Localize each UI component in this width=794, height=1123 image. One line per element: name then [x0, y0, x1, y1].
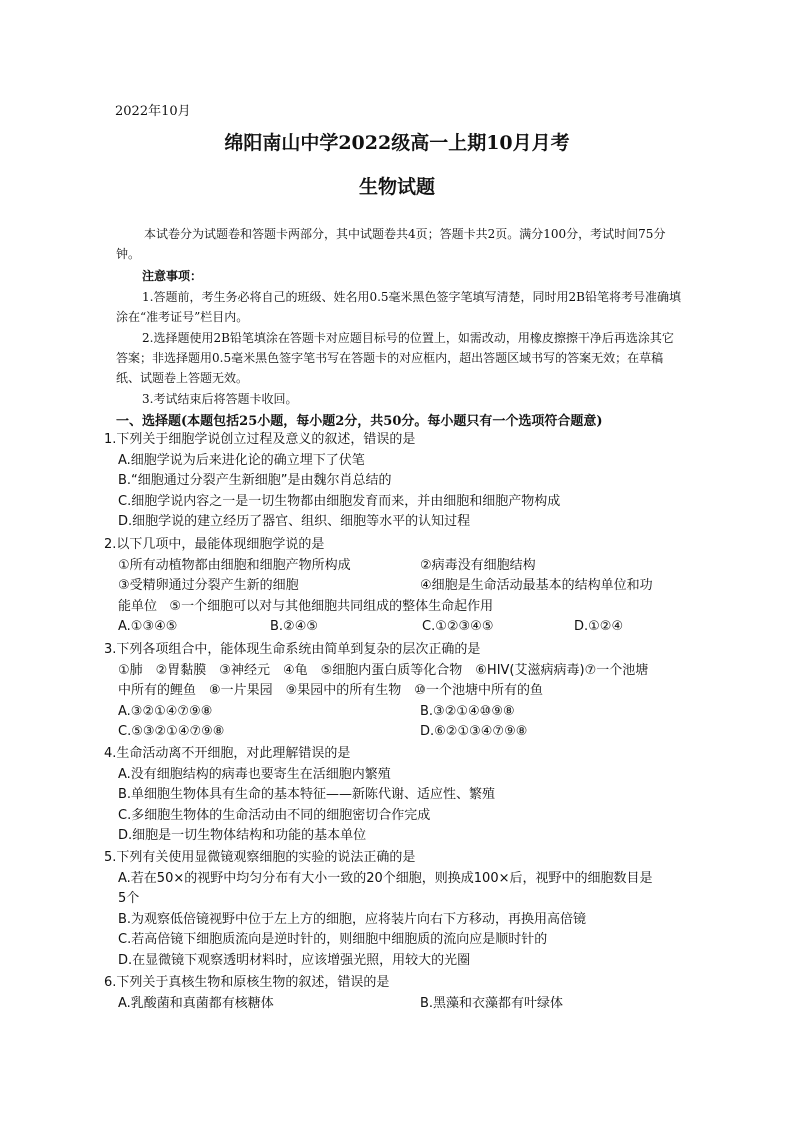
- option-d: D.在显微镜下观察透明材料时，应该增强光照，用较大的光圈: [118, 952, 471, 968]
- question-6: [104, 973, 686, 1014]
- option-row: [104, 617, 686, 638]
- statement-row: [104, 576, 686, 597]
- question-stem: 4.生命活动离不开细胞，对此理解错误的是: [104, 746, 351, 761]
- option-b: B.黑藻和衣藻都有叶绿体: [420, 995, 564, 1011]
- notice-item-1: 1.答题前，考生务必将自己的班级、姓名用0.5毫米黑色签字笔填写清楚，同时用2B铅笔将考号准确填涂在“准考证号”栏目内。: [116, 290, 681, 324]
- option-row: [104, 722, 686, 743]
- option-a: A.没有细胞结构的病毒也要寄生在活细胞内繁殖: [118, 766, 391, 782]
- option-b: B.为观察低倍镜视野中位于左上方的细胞，应将装片向右下方移动，再换用高倍镜: [118, 911, 587, 927]
- question-2: [104, 535, 686, 638]
- option-d: D.细胞学说的建立经历了器官、组织、细胞等水平的认知过程: [118, 514, 471, 529]
- instructions-intro: 本试卷分为试题卷和答题卡两部分，其中试题卷共4页；答题卡共2页。满分100分，考试时间75分钟。: [116, 227, 666, 261]
- question-3: [104, 640, 686, 743]
- option-c: C.多细胞生物体的生命活动由不同的细胞密切合作完成: [118, 807, 431, 823]
- section-heading-choice: 一、选择题(本题包括25小题，每小题2分，共50分。每小题只有一个选项符合题意): [116, 414, 603, 429]
- question-stem: 3.下列各项组合中，能体现生命系统由简单到复杂的层次正确的是: [104, 642, 481, 657]
- option-d: D.①②④: [574, 619, 624, 634]
- option-b: B.③②①④⑩⑨⑧: [420, 703, 515, 719]
- exam-title: 绵阳南山中学2022级高一上期10月月考: [224, 132, 570, 154]
- question-4: [104, 744, 686, 847]
- option-d: D.细胞是一切生物体结构和功能的基本单位: [118, 828, 367, 843]
- option-b: B.②④⑤: [270, 619, 319, 634]
- statement-5: ⑤一个细胞可以对与其他细胞共同组成的整体生命起作用: [169, 598, 494, 614]
- statement-1: ①所有动植物都由细胞和细胞产物所构成: [118, 557, 351, 573]
- item-list-line-2: 中所有的鲤鱼 ⑧一片果园 ⑨果园中的所有生物 ⑩一个池塘中所有的鱼: [118, 683, 543, 698]
- notice-item-2: 2.选择题使用2B铅笔填涂在答题卡对应题目标号的位置上，如需改动，用橡皮擦擦干净后再选涂其它答案；非选择题用0.5毫米黑色签字笔书写在答题卡的对应框内，超出答题区域书写的答案无效；在草稿纸、试题卷上答题无效。: [116, 331, 674, 385]
- question-1: [104, 430, 686, 533]
- option-c: C.若高倍镜下细胞质流向是逆时针的，则细胞中细胞质的流向应是顺时针的: [118, 932, 548, 947]
- question-stem: 6.下列关于真核生物和原核生物的叙述，错误的是: [104, 975, 390, 990]
- notice-label: 注意事项：: [142, 269, 203, 283]
- option-a: A.细胞学说为后来进化论的确立埋下了伏笔: [118, 452, 365, 468]
- option-a: A.乳酸菌和真菌都有核糖体: [118, 995, 274, 1011]
- option-row: [104, 702, 686, 723]
- option-c: C.细胞学说内容之一是一切生物都由细胞发育而来，并由细胞和细胞产物构成: [118, 493, 561, 509]
- item-list-line-1: ①肺 ②胃黏膜 ③神经元 ④龟 ⑤细胞内蛋白质等化合物 ⑥HIV(艾滋病病毒)⑦一个池塘: [118, 662, 649, 678]
- statement-4-cont: 能单位: [118, 598, 158, 614]
- question-stem: 5.下列有关使用显微镜观察细胞的实验的说法正确的是: [104, 850, 416, 865]
- statement-2: ②病毒没有细胞结构: [420, 557, 536, 573]
- option-a: A.若在50×的视野中均匀分布有大小一致的20个细胞，则换成100×后，视野中的细胞数目是: [118, 870, 653, 886]
- statement-row: [104, 556, 686, 577]
- option-c: C.①②③④⑤: [422, 619, 494, 634]
- option-a: A.③②①④⑦⑨⑧: [118, 703, 213, 719]
- notice-item-3: 3.考试结束后将答题卡收回。: [142, 392, 298, 406]
- exam-date: 2022年10月: [115, 104, 191, 119]
- statement-3: ③受精卵通过分裂产生新的细胞: [118, 578, 299, 593]
- option-row: [104, 994, 686, 1015]
- question-5: [104, 848, 686, 971]
- statement-4: ④细胞是生命活动最基本的结构单位和功: [420, 578, 653, 593]
- option-b: B.单细胞生物体具有生命的基本特征——新陈代谢、适应性、繁殖: [118, 787, 496, 802]
- option-b: B.“细胞通过分裂产生新细胞”是由魏尔肖总结的: [118, 473, 392, 488]
- question-stem: 1.下列关于细胞学说创立过程及意义的叙述，错误的是: [104, 432, 416, 447]
- question-stem: 2.以下几项中，最能体现细胞学说的是: [104, 537, 325, 552]
- statement-row: [104, 597, 686, 618]
- option-a-cont: 5个: [118, 891, 140, 906]
- exam-subject: 生物试题: [358, 176, 435, 198]
- option-d: D.⑥②①③④⑦⑨⑧: [420, 724, 528, 739]
- option-a: A.①③④⑤: [118, 619, 178, 634]
- option-c: C.⑤③②①④⑦⑨⑧: [118, 724, 225, 739]
